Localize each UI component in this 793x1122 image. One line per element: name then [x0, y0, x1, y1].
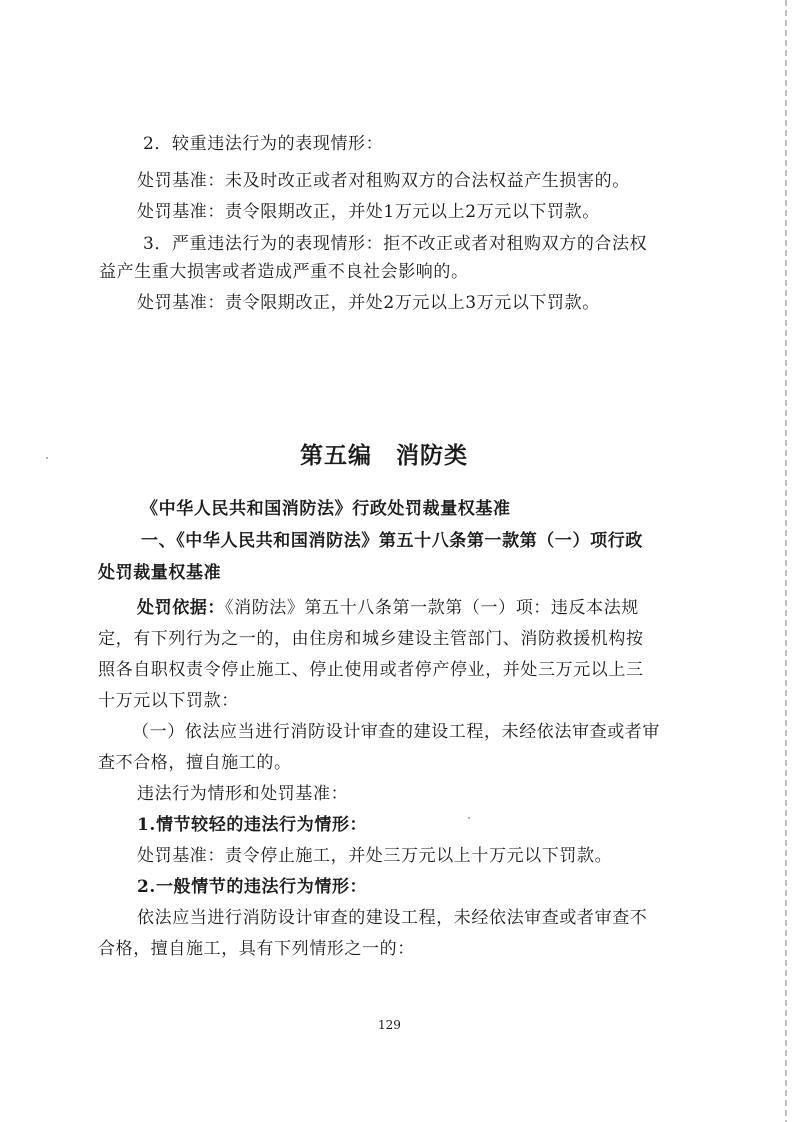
scan-speck — [468, 817, 470, 819]
text-line: 十万元以下罚款： — [98, 691, 239, 711]
text-line: 处罚基准：责令停止施工，并处三万元以上十万元以下罚款。 — [137, 846, 613, 866]
text-line: 3．严重违法行为的表现情形：拒不改正或者对租购双方的合法权 — [143, 234, 648, 254]
scan-edge-line — [785, 0, 787, 1122]
text-line: 合格，擅自施工，具有下列情形之一的： — [98, 939, 415, 959]
text-line: 依法应当进行消防设计审查的建设工程，未经依法审查或者审查不 — [137, 908, 648, 928]
basis-paragraph — [137, 597, 639, 619]
subheading: 2.一般情节的违法行为情形： — [137, 877, 368, 897]
text-line: 处罚基准：责令限期改正，并处2万元以上3万元以下罚款。 — [137, 293, 600, 313]
text-line: 照各自职权责令停止施工、停止使用或者停产停业，并处三万元以上三 — [98, 660, 644, 680]
basis-text: 《消防法》第五十八条第一款第（一）项：违反本法规 — [225, 598, 639, 618]
text-line: 2．较重违法行为的表现情形： — [143, 134, 384, 154]
text-line: 违法行为情形和处罚基准： — [137, 784, 349, 804]
article-title-continued: 处罚裁量权基准 — [98, 563, 222, 583]
text-line: 查不合格，擅自施工的。 — [98, 753, 292, 773]
subheading: 1.情节较轻的违法行为情形： — [137, 815, 368, 835]
section-heading: 第五编 消防类 — [300, 443, 468, 469]
basis-label: 处罚依据： — [137, 598, 225, 618]
law-title: 《中华人民共和国消防法》行政处罚裁量权基准 — [141, 499, 511, 519]
text-line: 益产生重大损害或者造成严重不良社会影响的。 — [99, 262, 469, 282]
text-line: 处罚基准：责令限期改正，并处1万元以上2万元以下罚款。 — [137, 202, 600, 222]
scan-speck — [46, 457, 48, 459]
text-line: 定，有下列行为之一的，由住房和城乡建设主管部门、消防救援机构按 — [98, 629, 644, 649]
page-number: 129 — [378, 1018, 401, 1032]
text-line: 处罚基准：未及时改正或者对租购双方的合法权益产生损害的。 — [137, 171, 630, 191]
article-title: 一、《中华人民共和国消防法》第五十八条第一款第（一）项行政 — [141, 531, 643, 551]
text-line: （一）依法应当进行消防设计审查的建设工程，未经依法审查或者审 — [132, 722, 660, 742]
